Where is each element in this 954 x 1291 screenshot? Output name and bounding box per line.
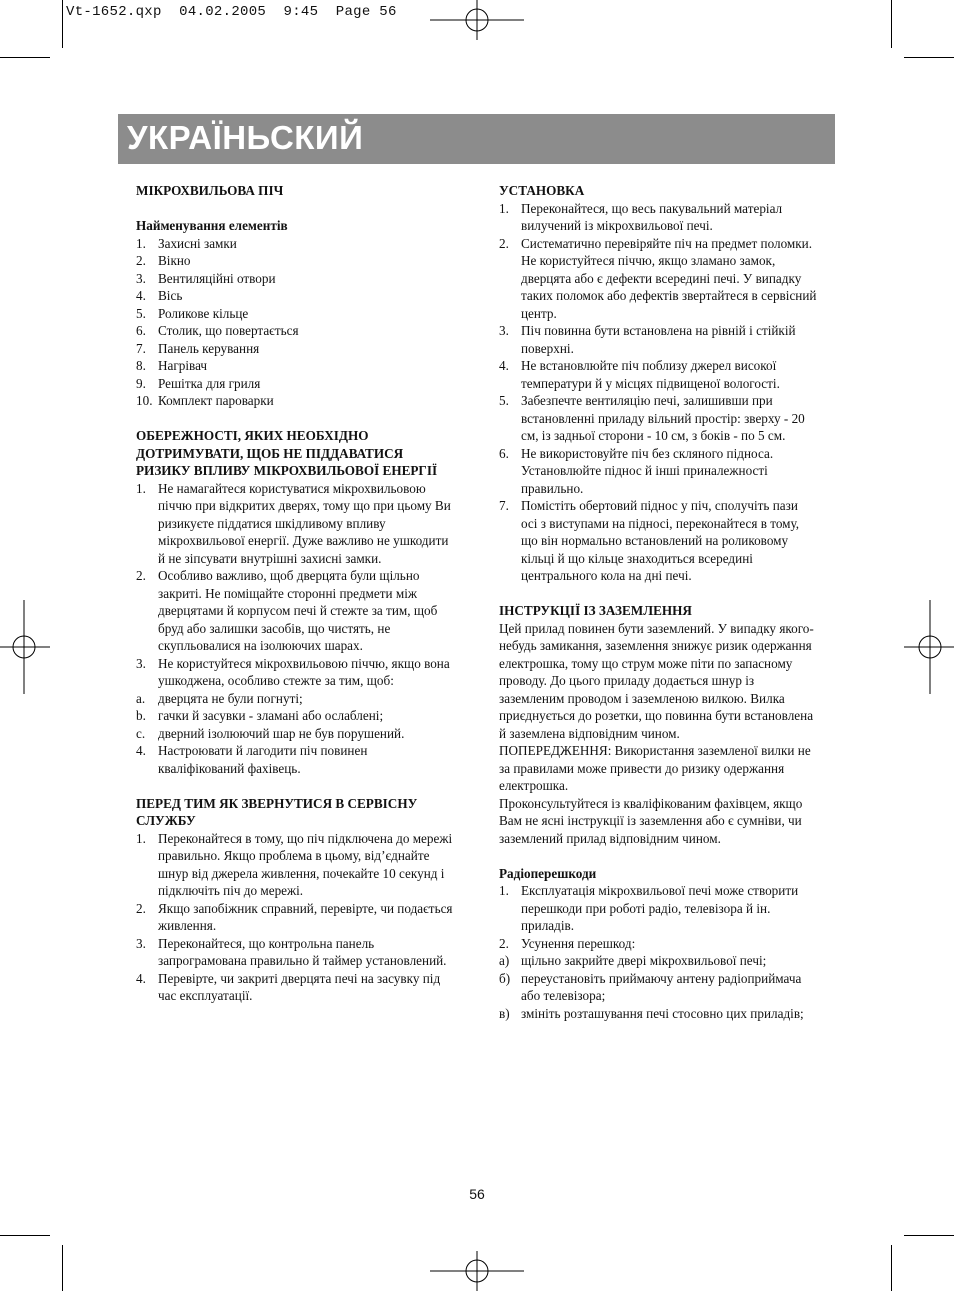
right-column bbox=[499, 182, 817, 1022]
list-item bbox=[136, 480, 454, 568]
list-marker: а) bbox=[499, 953, 510, 968]
list-item-text: Вентиляційні отвори bbox=[158, 270, 276, 286]
list-marker: 4. bbox=[136, 288, 146, 303]
crop-mark bbox=[904, 57, 954, 58]
section-heading: ОБЕРЕЖНОСТІ, ЯКИХ НЕОБХІДНО ДОТРИМУВАТИ, ЩОБ НЕ ПІДДАВАТИСЯ РИЗИКУ ВПЛИВУ МІКРОХВИЛЬОВОЇ ЕНЕРГІЇ bbox=[136, 428, 438, 478]
list-item bbox=[499, 322, 817, 357]
list-item bbox=[499, 392, 817, 445]
list-item-text: Решітка для гриля bbox=[158, 375, 261, 391]
list-item-text: змініть розташування печі стосовно цих приладів; bbox=[521, 1005, 804, 1021]
list-item bbox=[136, 970, 454, 1005]
list-marker: 4. bbox=[499, 358, 509, 373]
list-item-text: Настроювати й лагодити піч повинен кваліфікований фахівець. bbox=[158, 743, 368, 776]
list-marker: 7. bbox=[136, 340, 146, 356]
list-item-text: Роликове кільце bbox=[158, 305, 249, 321]
list-item bbox=[499, 235, 817, 323]
list-marker: в) bbox=[499, 1005, 510, 1021]
list-item bbox=[499, 970, 817, 1005]
list-item bbox=[499, 882, 817, 935]
list-item bbox=[136, 935, 454, 970]
list-marker: 6. bbox=[499, 445, 509, 461]
list-marker: 2. bbox=[136, 568, 146, 583]
list-item-text: Вісь bbox=[158, 288, 183, 303]
list-item bbox=[136, 287, 454, 305]
list-item-text: Переконайтеся, що весь пакувальний матеріал вилучений із мікрохвильової печі. bbox=[521, 200, 783, 233]
list-marker: 1. bbox=[136, 830, 146, 846]
crop-mark bbox=[891, 1245, 892, 1291]
list-item bbox=[136, 707, 454, 725]
list-item-text: Панель керування bbox=[158, 340, 260, 356]
list-item bbox=[136, 830, 454, 900]
section-heading: Найменування елементів bbox=[136, 218, 288, 233]
crop-mark bbox=[62, 0, 63, 48]
list-item-text: дверцята не були погнуті; bbox=[158, 690, 303, 706]
list-item bbox=[136, 655, 454, 690]
list-item-text: Нагрівач bbox=[158, 358, 208, 373]
list-marker: 2. bbox=[136, 900, 146, 916]
print-slug: Vt-1652.qxp 04.02.2005 9:45 Page 56 bbox=[66, 4, 397, 20]
list-item-text: щільно закрийте двері мікрохвильової печі; bbox=[521, 953, 767, 968]
list-item-text: Переконайтеся, що контрольна панель запрограмована правильно й таймер установлений. bbox=[158, 935, 447, 968]
list-item-text: Систематично перевіряйте піч на предмет поломки. Не користуйтеся піччю, якщо зламано замок, дверцята або є дефекти всередині печі. У випадку таких поломок або дефектів звертайтеся в сервісний центр. bbox=[521, 235, 817, 321]
list-marker: 1. bbox=[136, 480, 146, 496]
section-heading: Радіоперешкоди bbox=[499, 865, 597, 881]
list-marker: c. bbox=[136, 725, 146, 741]
list-item bbox=[136, 690, 454, 708]
crop-mark bbox=[0, 57, 50, 58]
list-item-text: дверний ізолюючий шар не був порушений. bbox=[158, 725, 405, 741]
section-heading: ІНСТРУКЦІЇ ІЗ ЗАЗЕМЛЕННЯ bbox=[499, 603, 692, 618]
registration-mark-icon bbox=[430, 0, 524, 40]
crop-mark bbox=[904, 1235, 954, 1236]
list-marker: 2. bbox=[136, 253, 146, 268]
list-marker: 4. bbox=[136, 743, 146, 758]
list-item bbox=[136, 375, 454, 393]
list-item bbox=[136, 725, 454, 743]
list-marker: 1. bbox=[499, 200, 509, 216]
section-title: УКРАЇНЬСКИЙ bbox=[127, 119, 364, 156]
list-marker: 1. bbox=[136, 235, 146, 251]
list-item-text: Піч повинна бути встановлена на рівній і стійкій поверхні. bbox=[521, 323, 796, 356]
crop-mark bbox=[0, 1235, 50, 1236]
list-item bbox=[136, 340, 454, 358]
list-item-text: Забезпечте вентиляцію печі, залишивши при встановленні приладу вільний простір: зверху - 20 см, із задньої сторони - 10 см, з боків - по 5 см. bbox=[521, 393, 805, 443]
registration-mark-icon bbox=[904, 600, 954, 694]
list-item-text: Захисні замки bbox=[158, 235, 237, 251]
registration-mark-icon bbox=[0, 600, 50, 694]
paragraph: Проконсультуйтеся із кваліфікованим фахівцем, якщо Вам не ясні інструкції із заземлення або є сумніви, чи заземлений прилад відповідним чином. bbox=[499, 795, 803, 846]
list-item-text: Не намагайтеся користуватися мікрохвильовою піччю при відкритих дверях, тому що при цьому Ви ризикуєте піддатися шкідливому впливу мікрохвильової енергії. Дуже важливо не ушкодити й не зіпсувати внутрішні захисні замки. bbox=[158, 480, 451, 566]
list-item bbox=[136, 567, 454, 655]
spacer bbox=[499, 847, 817, 865]
list-marker: 7. bbox=[499, 498, 509, 513]
list-marker: 2. bbox=[499, 235, 509, 251]
list-item bbox=[499, 1005, 817, 1023]
list-marker: a. bbox=[136, 690, 146, 706]
list-marker: 5. bbox=[499, 393, 509, 408]
list-marker: 1. bbox=[499, 883, 509, 898]
paragraph: Цей прилад повинен бути заземлений. У випадку якого-небудь замикання, заземлення знижує ризик одержання електрошка, тому що струм може піти по запасному проводу. До цього приладу додається шнур із заземленим проводом і заземленою вилкою. Вилка приєднується до розетки, що повинна бути встановлена й заземлена відповідним чином. bbox=[499, 620, 814, 741]
list-item-text: Вікно bbox=[158, 253, 191, 268]
list-item bbox=[136, 357, 454, 375]
list-item bbox=[136, 305, 454, 323]
list-item-text: Не встановлюйте піч поблизу джерел високої температури й у місцях підвищеної вологості. bbox=[521, 358, 780, 391]
list-item bbox=[499, 200, 817, 235]
crop-mark bbox=[62, 1245, 63, 1291]
list-item-text: Перевірте, чи закриті дверцята печі на засувку під час експлуатації. bbox=[158, 970, 441, 1003]
list-item bbox=[499, 935, 817, 953]
list-item bbox=[499, 445, 817, 498]
list-marker: b. bbox=[136, 708, 146, 723]
left-column bbox=[136, 182, 454, 1005]
list-item bbox=[136, 742, 454, 777]
crop-mark bbox=[891, 0, 892, 48]
registration-mark-icon bbox=[430, 1251, 524, 1291]
list-marker: 3. bbox=[499, 323, 509, 338]
page-number: 56 bbox=[469, 1186, 485, 1202]
list-item-text: Столик, що повертається bbox=[158, 323, 299, 338]
spacer bbox=[136, 777, 454, 795]
list-item-text: Переконайтеся в тому, що піч підключена до мережі правильно. Якщо проблема в цьому, від’єднайте шнур від джерела живлення, почекайте 10 секунд і підключіть піч до мережі. bbox=[158, 830, 453, 898]
list-item-text: переустановіть приймаючу антену радіоприймача або телевізора; bbox=[521, 970, 802, 1003]
list-marker: 4. bbox=[136, 970, 146, 986]
list-marker: 6. bbox=[136, 323, 146, 338]
list-item bbox=[499, 357, 817, 392]
list-item-text: Не користуйтеся мікрохвильовою піччю, якщо вона ушкоджена, особливо стежте за тим, щоб: bbox=[158, 655, 450, 688]
list-item bbox=[499, 497, 817, 585]
list-item bbox=[499, 952, 817, 970]
list-item-text: Особливо важливо, щоб дверцята були щільно закриті. Не поміщайте сторонні предмети між дверцятами й корпусом печі й стежте за тим, щоб бруд або залишки засобів, що чистять, не скупльовалися на ізолюючих шарах. bbox=[158, 568, 438, 653]
list-item-text: Комплект пароварки bbox=[158, 393, 274, 408]
spacer bbox=[499, 585, 817, 603]
list-item bbox=[136, 322, 454, 340]
list-marker: 5. bbox=[136, 305, 146, 321]
list-item-text: Якщо запобіжник справний, перевірте, чи подається живлення. bbox=[158, 900, 453, 933]
list-marker: 3. bbox=[136, 655, 146, 671]
section-heading: ПЕРЕД ТИМ ЯК ЗВЕРНУТИСЯ В СЕРВІСНУ СЛУЖБУ bbox=[136, 795, 418, 828]
list-marker: 3. bbox=[136, 935, 146, 951]
list-marker: 10. bbox=[136, 393, 153, 408]
list-item-text: Помістіть обертовий піднос у піч, сполучіть пази осі з виступами на підносі, переконайтеся в тому, що він нормально встановлений на роликовому кільці й що кільце знаходиться всередині центрального кола на дні печі. bbox=[521, 498, 800, 583]
section-header-bar bbox=[118, 114, 835, 164]
list-marker: 2. bbox=[499, 935, 509, 951]
list-marker: 3. bbox=[136, 270, 146, 286]
section-heading: УСТАНОВКА bbox=[499, 183, 585, 198]
list-item-text: Усунення перешкод: bbox=[521, 935, 636, 951]
list-item-text: гачки й засувки - зламані або ослаблені; bbox=[158, 708, 384, 723]
list-item bbox=[136, 392, 454, 410]
list-item bbox=[136, 900, 454, 935]
list-marker: б) bbox=[499, 970, 511, 986]
paragraph: ПОПЕРЕДЖЕННЯ: Використання заземленої вилки не за правилами може привести до ризику одержання електрошка. bbox=[499, 743, 811, 793]
list-marker: 8. bbox=[136, 358, 146, 373]
spacer bbox=[136, 200, 454, 218]
list-item bbox=[136, 252, 454, 270]
list-item-text: Експлуатація мікрохвильової печі може створити перешкоди при роботі радіо, телевізора й ін. приладів. bbox=[521, 883, 799, 933]
list-marker: 9. bbox=[136, 375, 146, 391]
section-heading: МІКРОХВИЛЬОВА ПІЧ bbox=[136, 183, 284, 198]
list-item bbox=[136, 270, 454, 288]
list-item bbox=[136, 235, 454, 253]
spacer bbox=[136, 410, 454, 428]
list-item-text: Не використовуйте піч без скляного підноса. Установлюйте піднос й інші приналежності правильно. bbox=[521, 445, 774, 496]
